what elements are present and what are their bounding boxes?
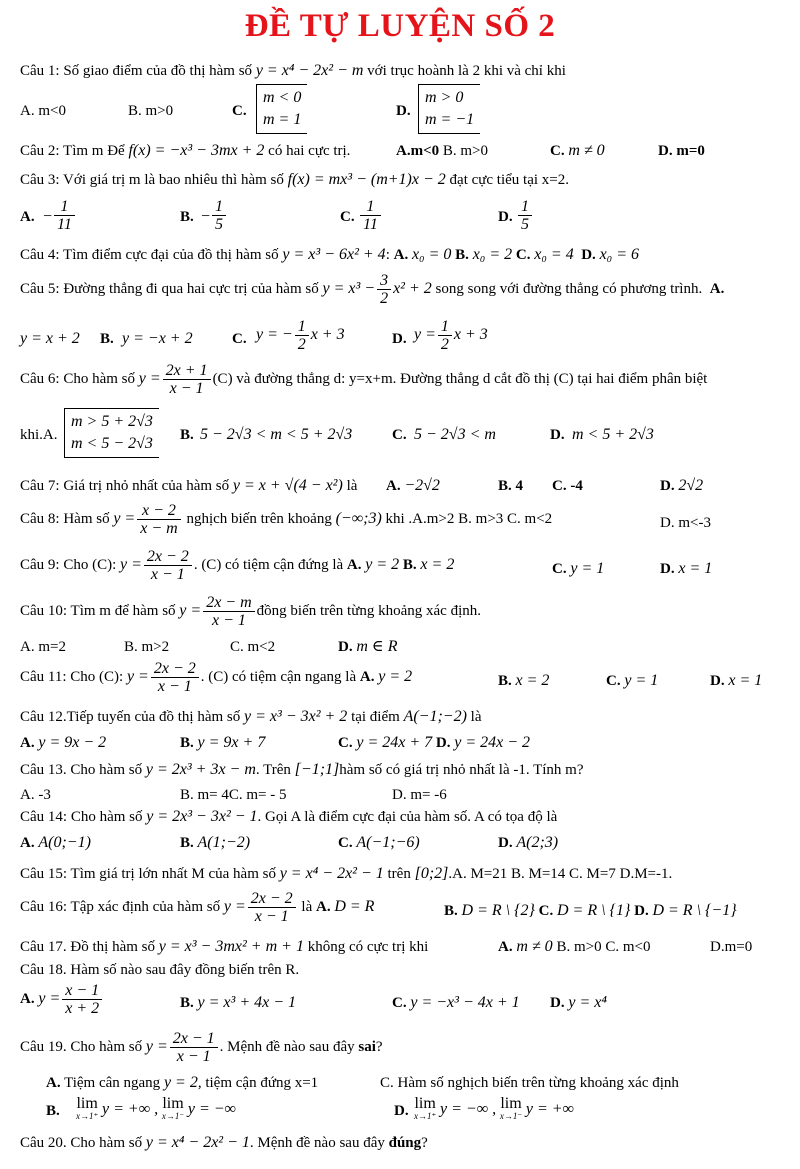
question-2: Câu 2: Tìm m Để f(x) = −x³ − 3mx + 2 có hai cực trị. <box>20 142 351 159</box>
question-4: Câu 4: Tìm điểm cực đại của đồ thị hàm số y = x³ − 6x² + 4: A. x₀ = 0 B. x₀ = 2 C. x₀ = 4 D. x₀ = 6 <box>20 246 640 263</box>
question-1: Câu 1: Số giao điểm của đồ thị hàm số y = x⁴ − 2x² − m với trục hoành là 2 khi và chỉ khi <box>20 62 566 79</box>
question-10-options: A. m=2 B. m>2 C. m<2 D. m ∈ R <box>20 638 398 655</box>
question-6: Câu 6: Cho hàm số y = $\frac{2x + 1}{x - 1}$ (C) và đường thẳng d: y=x+m. Đường thẳng d cắt đồ thị (C) tại hai điểm phân biệt <box>20 362 708 397</box>
question-14-options: A. A(0;−1) B. A(1;−2) C. A(−1;−6) D. A(2;3) <box>20 834 559 851</box>
question-6-options: khi.A. m > 5 + 2√3 m < 5 − 2√3 B. 5 − 2√3 < m < 5 + 2√3 C. 5 − 2√3 < m D. m < 5 + 2√3 <box>20 408 780 462</box>
question-19-option-a-c: A. Tiệm cân ngang y = 2, tiệm cận đứng x=1 C. Hàm số nghịch biến trên từng khoảng xác định <box>46 1074 679 1091</box>
question-18-options: A. y = $\frac{x - 1}{x + 2}$ B. y = x³ + 4x − 1 C. y = −x³ − 4x + 1 D. y = x⁴ <box>20 982 607 1017</box>
question-5: Câu 5: Đường thẳng đi qua hai cực trị của hàm số y = x³ − $\frac{3}{2}$ x² + 2 song song với đường thẳng có phương trình. A. <box>20 272 725 307</box>
question-7: Câu 7: Giá trị nhỏ nhất của hàm số y = x + √(4 − x²) là A. −2√2 B. 4 C. -4 D. 2√2 <box>20 477 704 494</box>
question-13-options: A. -3 B. m= 4C. m= - 5 D. m= -6 <box>20 787 447 803</box>
question-9: Câu 9: Cho (C): y = $\frac{2x - 2}{x - 1}$ . (C) có tiệm cận đứng là A. y = 2 B. x = 2 C. y = 1 D. x = 1 <box>20 548 713 583</box>
question-20: Câu 20. Cho hàm số y = x⁴ − 2x² − 1. Mệnh đề nào sau đây đúng? <box>20 1134 428 1151</box>
question-3: Câu 3: Với giá trị m là bao nhiêu thì hàm số f(x) = mx³ − (m+1)x − 2 đạt cực tiểu tại x=2. <box>20 171 569 188</box>
question-19-option-b-d: B. lim x→1⁺ y = +∞ , lim x→1⁻ y = −∞ D. lim x→1⁺ y = −∞ , lim x→1⁻ y = +∞ <box>46 1095 574 1121</box>
question-19: Câu 19. Cho hàm số y = $\frac{2x - 1}{x - 1}$ . Mệnh đề nào sau đây sai? <box>20 1030 383 1065</box>
question-8: Câu 8: Hàm số y = $\frac{x - 2}{x - m}$ nghịch biến trên khoảng (−∞;3) khi .A.m>2 B. m>3 C. m<2 D. m<-3 <box>20 502 711 537</box>
question-12: Câu 12.Tiếp tuyến của đồ thị hàm số y = x³ − 3x² + 2 tại điểm A(−1;−2) là <box>20 708 482 725</box>
question-15: Câu 15: Tìm giá trị lớn nhất M của hàm số y = x⁴ − 2x² − 1 trên [0;2].A. M=21 B. M=14 C. M=7 D.M=-1. <box>20 865 673 882</box>
question-16: Câu 16: Tập xác định của hàm số y = $\frac{2x - 2}{x - 1}$ là A. D = R B. D = R \ {2} C. D = R \ {1} D. D = R \ {−1} <box>20 890 737 925</box>
question-18: Câu 18. Hàm số nào sau đây đồng biến trên R. <box>20 962 300 978</box>
question-3-options: A. − $\frac{1}{11}$ B. − $\frac{1}{5}$ C. $\frac{1}{11}$ D. $\frac{1}{5}$ <box>20 196 780 238</box>
question-13: Câu 13. Cho hàm số y = 2x³ + 3x − m. Trên [−1;1]hàm số có giá trị nhỏ nhất là -1. Tính m? <box>20 761 584 778</box>
question-12-options: A. y = 9x − 2 B. y = 9x + 7 C. y = 24x + 7 D. y = 24x − 2 <box>20 734 531 751</box>
question-10: Câu 10: Tìm m để hàm số y = $\frac{2x - m}{x - 1}$ đồng biến trên từng khoảng xác định. <box>20 594 481 629</box>
question-11: Câu 11: Cho (C): y = $\frac{2x - 2}{x - 1}$ . (C) có tiệm cận ngang là A. y = 2 B. x = 2 C. y = 1 D. x = 1 <box>20 660 763 695</box>
question-2-options: A.m<0 B. m>0 <box>396 143 489 159</box>
page-title: ĐỀ TỰ LUYỆN SỐ 2 <box>244 8 556 44</box>
question-14: Câu 14: Cho hàm số y = 2x³ − 3x² − 1. Gọi A là điểm cực đại của hàm số. A có tọa độ là <box>20 808 558 825</box>
question-5-options: y = x + 2 B. y = −x + 2 C. y = − $\frac{1}{2}$ x + 3 D. y = $\frac{1}{2}$ x + 3 <box>20 318 488 353</box>
question-17: Câu 17. Đồ thị hàm số y = x³ − 3mx² + m + 1 không có cực trị khi A. m ≠ 0 B. m>0 C. m<0 D.m=0 <box>20 938 753 955</box>
